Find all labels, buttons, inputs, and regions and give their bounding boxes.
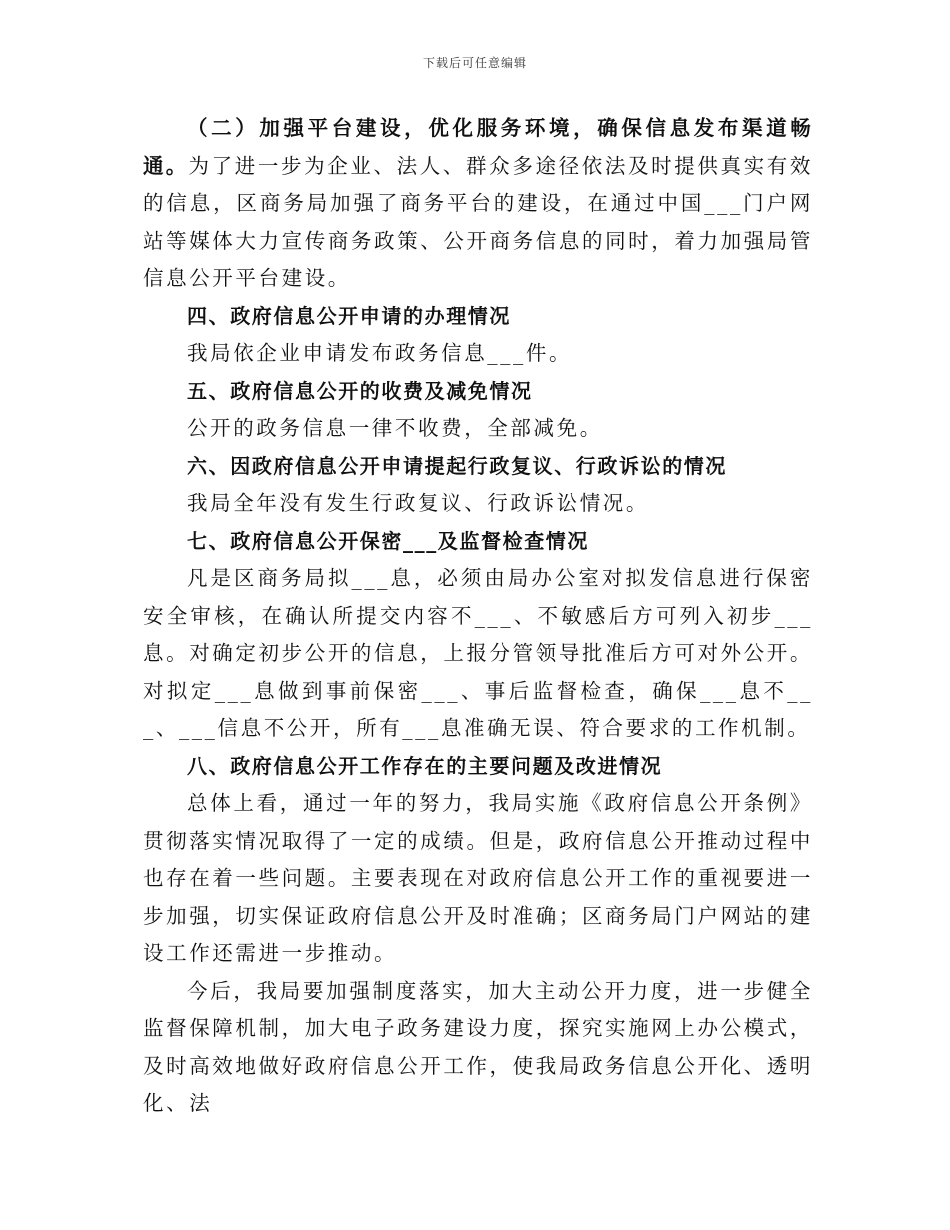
paragraph-platform-text: 为了进一步为企业、法人、群众多途径依法及时提供真实有效的信息，区商务局加强了商务平台的建设，在通过中国___门户网站等媒体大力宣传商务政策、公开商务信息的同时，着力加强局管信息公开平台建设。 xyxy=(143,153,813,290)
page-header: 下载后可任意编辑 xyxy=(422,56,527,70)
subsection-heading-platform: （二）加强平台建设，优化服务环境，确保信息发布渠道畅通。 xyxy=(143,116,813,178)
document-body xyxy=(143,110,813,1123)
paragraph-confidentiality: 凡是区商务局拟___息，必须由局办公室对拟发信息进行保密安全审核，在确认所提交内容不___、不敏感后方可列入初步___息。对确定初步公开的信息，上报分管领导批准后方可对外公开。对拟定___息做到事前保密___、事后监督检查，确保___息不___、___信息不公开，所有___息准确无误、符合要求的工作机制。 xyxy=(143,566,813,740)
section-heading-7: 七、政府信息公开保密___及监督检查情况 xyxy=(187,528,589,553)
section-heading-5: 五、政府信息公开的收费及减免情况 xyxy=(187,378,533,403)
paragraph-review-litigation: 我局全年没有发生行政复议、行政诉讼情况。 xyxy=(187,491,649,515)
section-heading-6: 六、因政府信息公开申请提起行政复议、行政诉讼的情况 xyxy=(187,453,727,478)
paragraph-fees: 公开的政务信息一律不收费，全部减免。 xyxy=(187,416,603,440)
paragraph-main-problems: 总体上看，通过一年的努力，我局实施《政府信息公开条例》贯彻落实情况取得了一定的成绩。但是，政府信息公开推动过程中也存在着一些问题。主要表现在对政府信息公开工作的重视要进一步加强，切实保证政府信息公开及时准确；区商务局门户网站的建设工作还需进一步推动。 xyxy=(143,791,813,965)
paragraph-future-plans: 今后，我局要加强制度落实，加大主动公开力度，进一步健全监督保障机制，加大电子政务建设力度，探究实施网上办公模式，及时高效地做好政府信息公开工作，使我局政务信息公开化、透明化、法 xyxy=(143,978,813,1115)
section-heading-4: 四、政府信息公开申请的办理情况 xyxy=(187,303,511,328)
section-heading-8: 八、政府信息公开工作存在的主要问题及改进情况 xyxy=(187,753,663,778)
paragraph-application-handling: 我局依企业申请发布政务信息___件。 xyxy=(187,341,573,365)
paragraph-platform-construction xyxy=(143,110,813,298)
